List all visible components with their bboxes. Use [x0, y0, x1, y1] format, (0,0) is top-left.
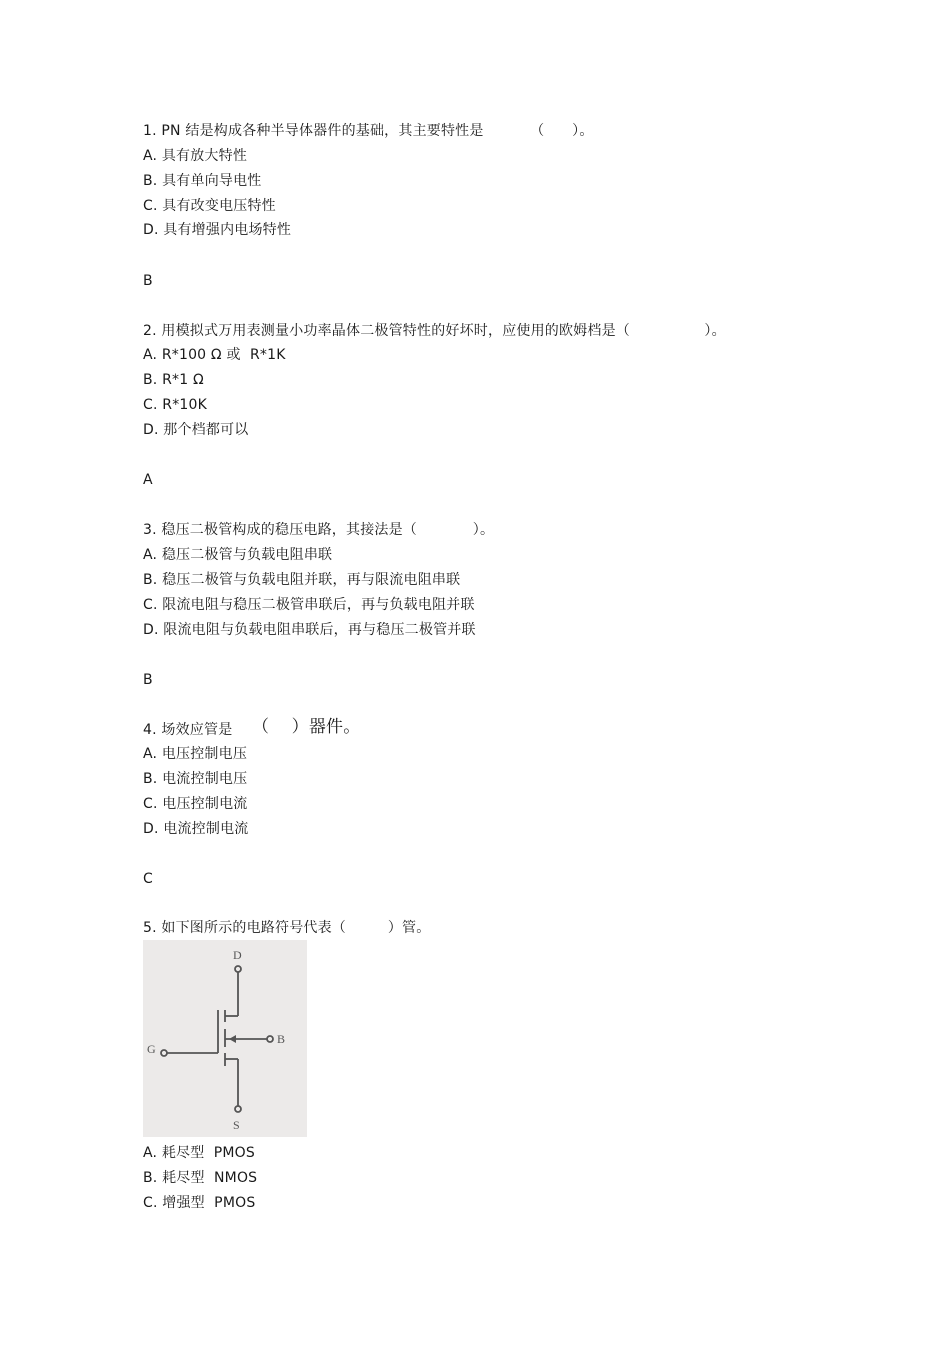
source-label: S [233, 1118, 240, 1132]
question-4-stem-tail: （ ）器件。 [252, 717, 361, 737]
question-2-stem: 2. 用模拟式万用表测量小功率晶体二极管特性的好坏时，应使用的欧姆档是（ ）。 [143, 323, 726, 339]
question-1-option-c: C. 具有改变电压特性 [143, 198, 276, 214]
question-3-option-b: B. 稳压二极管与负载电阻并联，再与限流电阻串联 [143, 572, 461, 588]
question-3-answer: B [143, 672, 153, 688]
question-3-stem: 3. 稳压二极管构成的稳压电路，其接法是（ ）。 [143, 522, 495, 538]
question-1-option-b: B. 具有单向导电性 [143, 173, 262, 189]
source-terminal [235, 1106, 241, 1112]
drain-terminal [235, 966, 241, 972]
question-1-stem: 1. PN 结是构成各种半导体器件的基础，其主要特性是 （ ）。 [143, 123, 594, 139]
question-2-option-d: D. 那个档都可以 [143, 422, 249, 438]
question-4-option-c: C. 电压控制电流 [143, 796, 248, 812]
gate-terminal [161, 1050, 167, 1056]
question-1-option-d: D. 具有增强内电场特性 [143, 222, 292, 238]
bulk-arrow-icon [229, 1035, 236, 1043]
question-3-option-c: C. 限流电阻与稳压二极管串联后，再与负载电阻并联 [143, 597, 475, 613]
question-4-option-b: B. 电流控制电压 [143, 771, 248, 787]
question-2-answer: A [143, 472, 153, 488]
bulk-label: B [277, 1032, 286, 1046]
mosfet-symbol-diagram [143, 940, 307, 1137]
question-2-option-c: C. R*10K [143, 397, 207, 413]
question-3-option-d: D. 限流电阻与负载电阻串联后，再与稳压二极管并联 [143, 622, 476, 638]
gate-label: G [147, 1042, 156, 1056]
question-2-option-b: B. R*1 Ω [143, 372, 204, 388]
question-5-option-a: A. 耗尽型 PMOS [143, 1145, 255, 1161]
question-4-answer: C [143, 871, 153, 887]
question-4-stem: 4. 场效应管是 [143, 722, 233, 738]
mosfet-symbol-figure [143, 940, 307, 1137]
question-4-option-d: D. 电流控制电流 [143, 821, 249, 837]
question-1-option-a: A. 具有放大特性 [143, 148, 248, 164]
question-4-option-a: A. 电压控制电压 [143, 746, 248, 762]
question-5-option-c: C. 增强型 PMOS [143, 1195, 256, 1211]
question-1-answer: B [143, 273, 153, 289]
question-2-option-a: A. R*100 Ω 或 R*1K [143, 347, 286, 363]
question-5-option-b: B. 耗尽型 NMOS [143, 1170, 258, 1186]
drain-label: D [233, 948, 242, 962]
question-3-option-a: A. 稳压二极管与负载电阻串联 [143, 547, 333, 563]
question-5-stem: 5. 如下图所示的电路符号代表（ ）管。 [143, 920, 431, 936]
bulk-terminal [267, 1036, 273, 1042]
